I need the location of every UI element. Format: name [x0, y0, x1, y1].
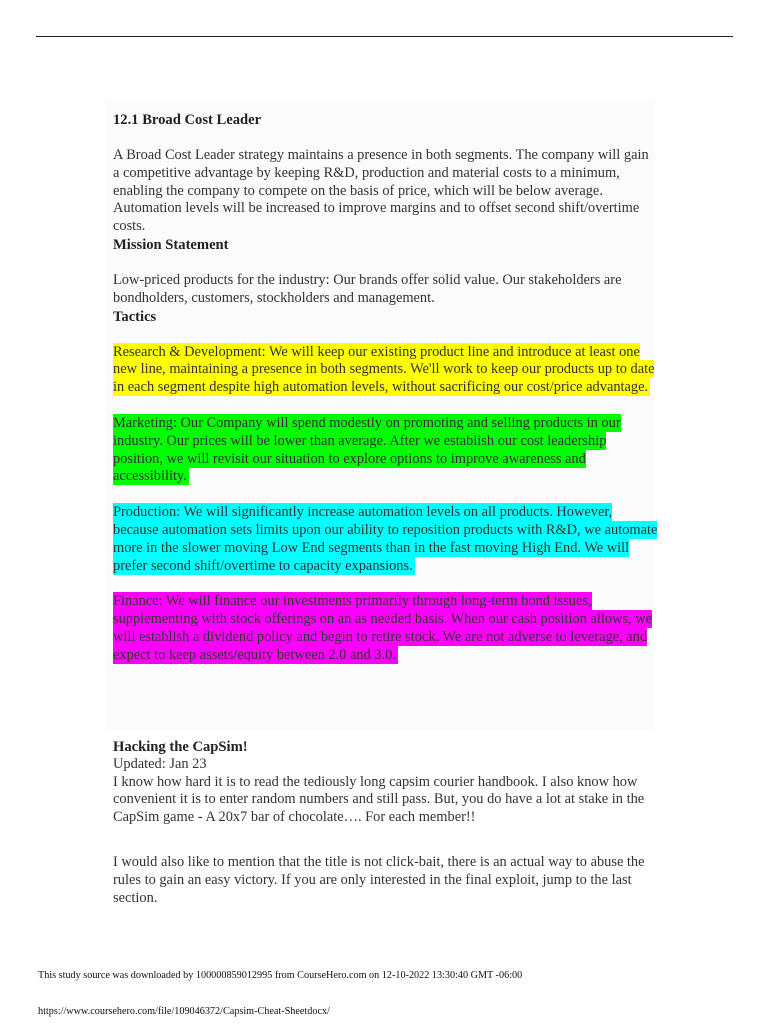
section-intro: A Broad Cost Leader strategy maintains a presence in both segments. The company will gain a competitive advantage by keeping R&D, production and material costs to a minimum, enabling the company to compete on the basis of price, which will be below average. Automation levels will be increased to improve margins and to offset second shift/overtime costs. — [113, 147, 649, 235]
tactics-title: Tactics — [113, 308, 157, 325]
footer-source-note: This study source was downloaded by 100000859012995 from CourseHero.com on 12-10-2022 13:30:40 GMT -06:00 — [38, 970, 523, 981]
footer-url[interactable]: https://www.coursehero.com/file/109046372/Capsim-Cheat-Sheetdocx/ — [38, 1006, 330, 1017]
tactic-research-development — [113, 344, 658, 397]
highlight-magenta: Finance: We will finance our investments primarily through long-term bond issues, supplementing with stock offerings on an as needed basis. When our cash position allows, we will establish a dividend policy and begin to retire stock. We are not adverse to leverage, and expect to keep assets/equity between 2.0 and 3.0. — [113, 593, 653, 663]
tactic-production — [113, 504, 658, 575]
article-paragraph-1: I know how hard it is to read the tediously long capsim courier handbook. I also know how convenient it is to enter random numbers and still pass. But, you do have a lot at stake in the CapSim game - A 20x7 bar of chocolate…. For each member!! — [113, 773, 645, 825]
highlight-yellow: Research & Development: We will keep our existing product line and introduce at least one new line, maintaining a presence in both segments. We'll work to keep our products up to date in each segment despite high automation levels, without sacrificing our cost/price advantage. — [113, 343, 655, 396]
article-section — [113, 738, 673, 907]
article-updated: Updated: Jan 23 — [113, 756, 207, 772]
tactic-finance — [113, 593, 658, 664]
mission-title: Mission Statement — [113, 236, 229, 253]
mission-text: Low-priced products for the industry: Our brands offer solid value. Our stakeholders are bondholders, customers, stockholders and management. — [113, 271, 622, 306]
section-title: 12.1 Broad Cost Leader — [113, 112, 262, 128]
highlight-green: Marketing: Our Company will spend modestly on promoting and selling products in our industry. Our prices will be lower than average. After we establish our cost leadership position, we will revisit our situation to explore options to improve awareness and accessibility. — [113, 414, 621, 485]
article-title: Hacking the CapSim! — [113, 739, 248, 755]
highlight-cyan: Production: We will significantly increase automation levels on all products. However, because automation sets limits upon our ability to reposition products with R&D, we automate more in the slower moving Low End segments than in the fast moving High End. We will prefer second shift/overtime to capacity expansions. — [113, 504, 658, 574]
article-paragraph-2: I would also like to mention that the title is not click-bait, there is an actual way to abuse the rules to gain an easy victory. If you are only interested in the final exploit, jump to the last section. — [113, 854, 645, 906]
top-divider — [36, 36, 733, 37]
tactic-marketing — [113, 415, 658, 486]
document-content — [113, 111, 658, 665]
